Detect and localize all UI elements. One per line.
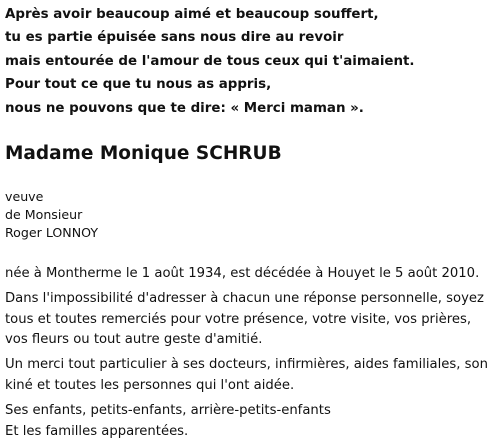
thanks-line-2: tous et toutes remerciés pour votre présence, votre visite, vos prières, xyxy=(5,311,472,327)
thanks-line-1: Dans l'impossibilité d'adresser à chacun une réponse personnelle, soyez xyxy=(5,290,484,306)
birth-death-line: née à Montherme le 1 août 1934, est décédée à Houyet le 5 août 2010. xyxy=(5,266,480,281)
family-line-1: Ses enfants, petits-enfants, arrière-petits-enfants xyxy=(5,402,331,418)
deceased-name: Madame Monique SCHRUB xyxy=(5,143,282,164)
thanks-line-3: vos fleurs ou tout autre geste d'amitié. xyxy=(5,332,263,348)
spouse-block xyxy=(5,188,98,243)
poem-line-3: mais entourée de l'amour de tous ceux qui t'aimaient. xyxy=(5,53,415,69)
special-thanks-paragraph xyxy=(5,355,497,397)
special-thanks-line-1: Un merci tout particulier à ses docteurs, infirmières, aides familiales, son xyxy=(5,357,488,373)
poem-line-1: Après avoir beaucoup aimé et beaucoup souffert, xyxy=(5,7,379,22)
poem-line-2: tu es partie épuisée sans nous dire au revoir xyxy=(5,30,344,46)
poem-line-5: nous ne pouvons que te dire: « Merci maman ». xyxy=(5,100,364,116)
spouse-line-name: Roger LONNOY xyxy=(5,225,99,241)
family-paragraph xyxy=(5,401,497,443)
spouse-line-widow: veuve xyxy=(5,189,44,204)
spouse-line-title: de Monsieur xyxy=(5,207,83,223)
birth-death-paragraph xyxy=(5,264,497,285)
family-line-2: Et les familles apparentées. xyxy=(5,423,189,439)
special-thanks-line-2: kiné et toutes les personnes qui l'ont aidée. xyxy=(5,377,295,393)
thanks-paragraph xyxy=(5,289,497,351)
announcement-body xyxy=(5,264,497,446)
poem-line-4: Pour tout ce que tu nous as appris, xyxy=(5,77,272,93)
poem-block xyxy=(5,3,495,120)
